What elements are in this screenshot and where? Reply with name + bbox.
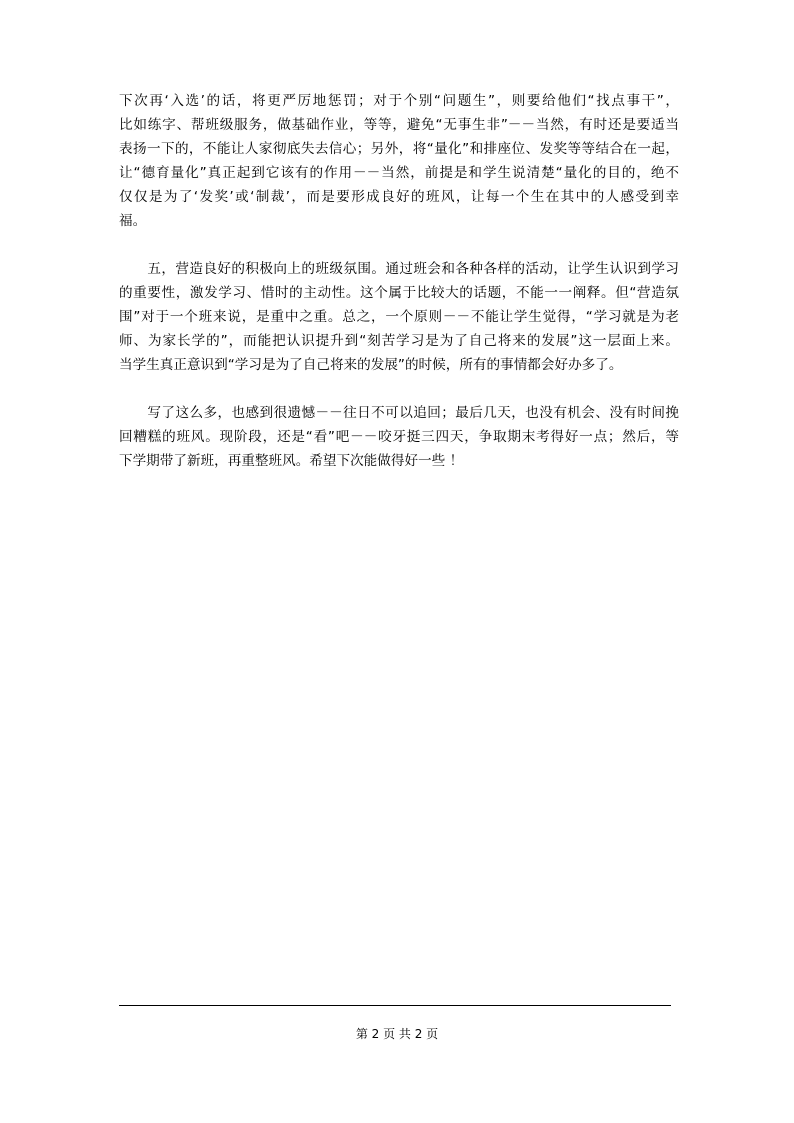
text-line: 福。 <box>119 213 147 229</box>
text-line: 围”对于一个班来说，是重中之重。总之，一个原则－－不能让学生觉得，“学习就是为老 <box>119 309 679 325</box>
text-line: 比如练字、帮班级服务，做基础作业，等等，避免“无事生非”－－当然，有时还是要适当 <box>119 117 679 133</box>
text-line-content: 五，营造良好的积极向上的班级氛围。通过班会和各种各样的活动，让学生认识到学习 <box>147 261 679 277</box>
paragraph-2 <box>119 257 679 377</box>
text-line: 表扬一下的，不能让人家彻底失去信心；另外，将“量化”和排座位、发奖等等结合在一起， <box>119 141 679 157</box>
document-body <box>119 89 679 473</box>
text-line-indented <box>119 401 679 425</box>
text-line-indented <box>119 257 679 281</box>
paragraph-spacer <box>119 377 679 401</box>
paragraph-spacer <box>119 233 679 257</box>
text-line: 下次再‘入选’的话，将更严厉地惩罚；对于个别“问题生”，则要给他们“找点事干”， <box>119 93 679 109</box>
text-line: 回糟糕的班风。现阶段，还是“看”吧－－咬牙挺三四天，争取期末考得好一点；然后，等 <box>119 429 679 445</box>
text-line: 的重要性，激发学习、惜时的主动性。这个属于比较大的话题，不能一一阐释。但“营造氛 <box>119 285 679 301</box>
paragraph-1 <box>119 89 679 233</box>
text-line-content: 写了这么多，也感到很遗憾－－往日不可以追回；最后几天，也没有机会、没有时间挽 <box>147 405 679 421</box>
text-line: 师、为家长学的”，而能把认识提升到“刻苦学习是为了自己将来的发展”这一层面上来。 <box>119 333 679 349</box>
footer-divider <box>119 1005 671 1006</box>
text-line: 下学期带了新班，再重整班风。希望下次能做得好一些 ！ <box>119 453 464 469</box>
paragraph-3 <box>119 401 679 473</box>
text-line: 当学生真正意识到“学习是为了自己将来的发展”的时候，所有的事情都会好办多了。 <box>119 357 623 373</box>
text-line: 仅仅是为了‘发奖’或‘制裁’，而是要形成良好的班风，让每一个生在其中的人感受到幸 <box>119 189 679 205</box>
page-number: 第 2 页 共 2 页 <box>355 1027 439 1041</box>
text-line: 让“德育量化”真正起到它该有的作用－－当然，前提是和学生说清楚“量化的目的，绝不 <box>119 165 679 181</box>
